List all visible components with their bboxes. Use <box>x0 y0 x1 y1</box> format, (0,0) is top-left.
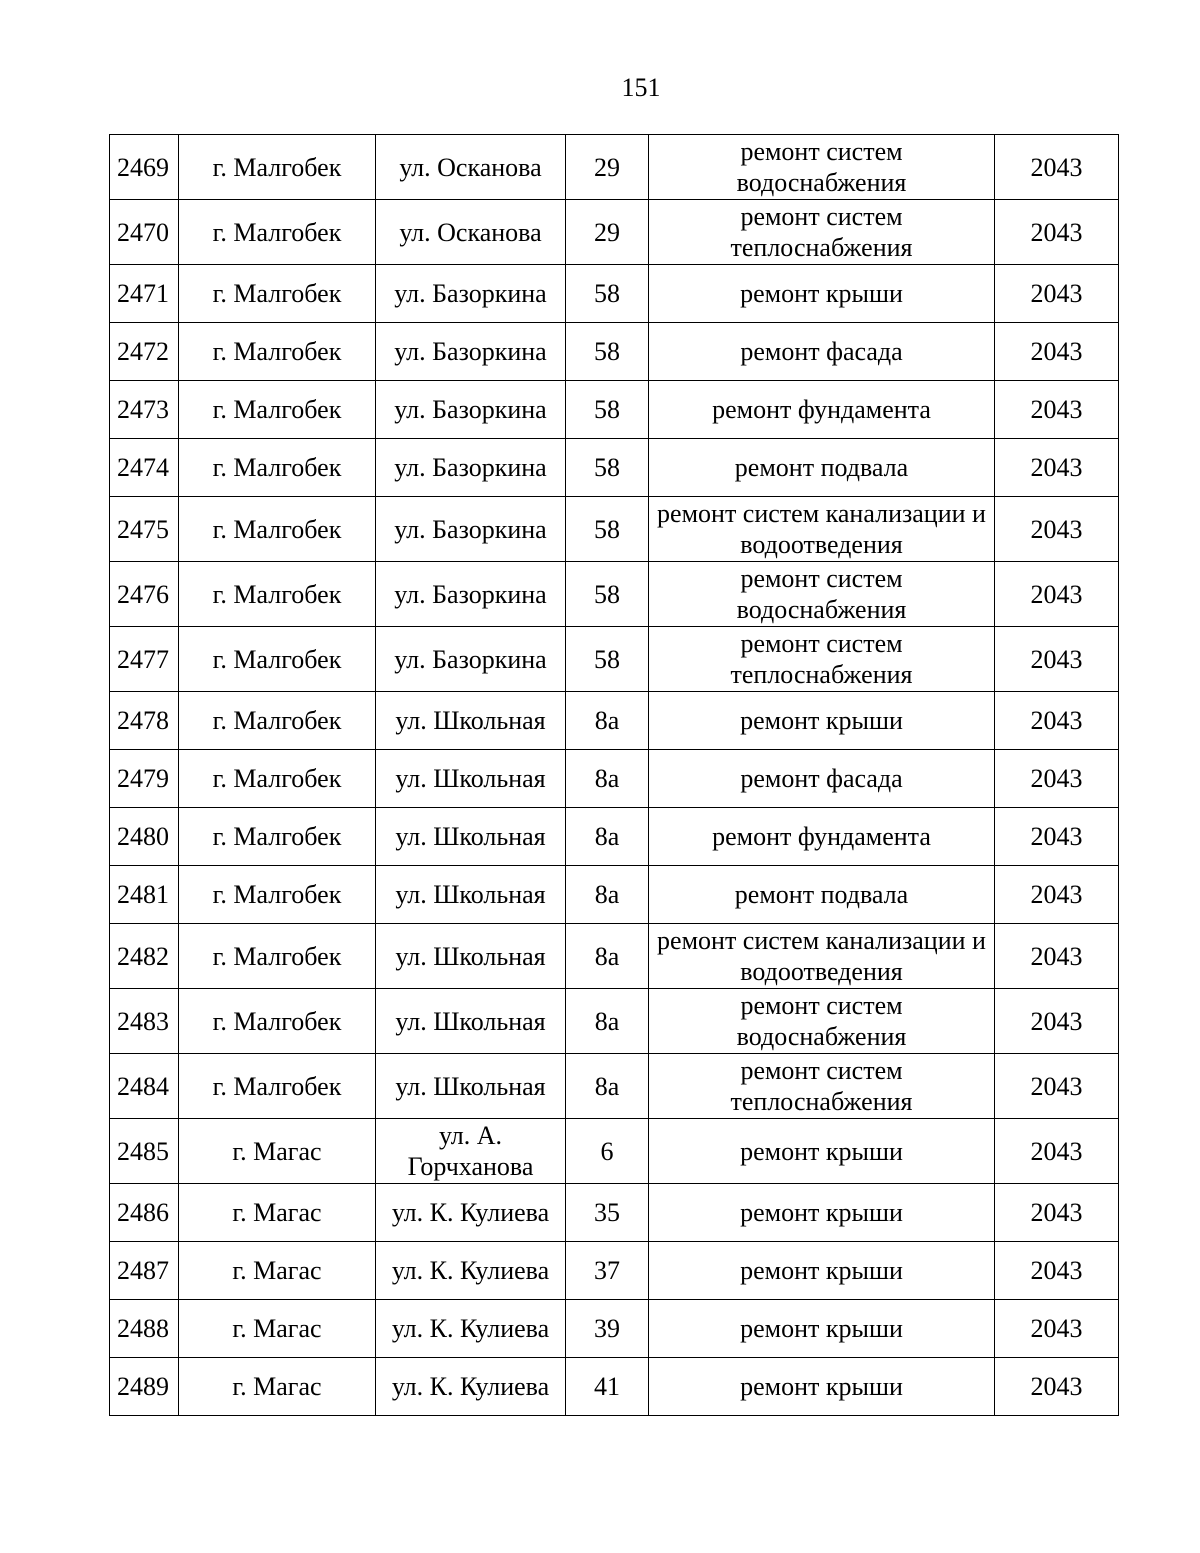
work-type-cell: ремонт систем теплоснабжения <box>649 627 995 692</box>
street-cell: ул. К. Кулиева <box>376 1300 566 1358</box>
table-row <box>110 692 1119 750</box>
table-row <box>110 1300 1119 1358</box>
house-number-cell: 37 <box>566 1242 649 1300</box>
house-number-cell: 8а <box>566 1054 649 1119</box>
table-row <box>110 1242 1119 1300</box>
table-row <box>110 866 1119 924</box>
table-row <box>110 1119 1119 1184</box>
house-number-cell: 58 <box>566 497 649 562</box>
table-row <box>110 924 1119 989</box>
work-type-cell: ремонт систем водоснабжения <box>649 562 995 627</box>
row-number-cell: 2479 <box>110 750 179 808</box>
city-cell: г. Магас <box>179 1242 376 1300</box>
work-type-cell: ремонт крыши <box>649 1358 995 1416</box>
house-number-cell: 8а <box>566 924 649 989</box>
street-cell: ул. Школьная <box>376 924 566 989</box>
street-cell: ул. Школьная <box>376 866 566 924</box>
table-row <box>110 381 1119 439</box>
row-number-cell: 2472 <box>110 323 179 381</box>
table-row <box>110 750 1119 808</box>
work-type-cell: ремонт систем водоснабжения <box>649 989 995 1054</box>
street-cell: ул. Школьная <box>376 692 566 750</box>
city-cell: г. Малгобек <box>179 323 376 381</box>
city-cell: г. Малгобек <box>179 562 376 627</box>
city-cell: г. Малгобек <box>179 1054 376 1119</box>
house-number-cell: 6 <box>566 1119 649 1184</box>
house-number-cell: 58 <box>566 562 649 627</box>
row-number-cell: 2489 <box>110 1358 179 1416</box>
table-row <box>110 323 1119 381</box>
year-cell: 2043 <box>995 1300 1119 1358</box>
table-row <box>110 1358 1119 1416</box>
row-number-cell: 2478 <box>110 692 179 750</box>
year-cell: 2043 <box>995 692 1119 750</box>
city-cell: г. Малгобек <box>179 381 376 439</box>
table-row <box>110 1054 1119 1119</box>
street-cell: ул. Школьная <box>376 1054 566 1119</box>
house-number-cell: 58 <box>566 323 649 381</box>
work-type-cell: ремонт крыши <box>649 1242 995 1300</box>
work-type-cell: ремонт систем теплоснабжения <box>649 200 995 265</box>
city-cell: г. Магас <box>179 1300 376 1358</box>
year-cell: 2043 <box>995 866 1119 924</box>
street-cell: ул. Базоркина <box>376 265 566 323</box>
row-number-cell: 2488 <box>110 1300 179 1358</box>
house-number-cell: 58 <box>566 381 649 439</box>
street-cell: ул. А. Горчханова <box>376 1119 566 1184</box>
row-number-cell: 2485 <box>110 1119 179 1184</box>
city-cell: г. Малгобек <box>179 989 376 1054</box>
city-cell: г. Магас <box>179 1119 376 1184</box>
work-type-cell: ремонт систем канализации и водоотведения <box>649 924 995 989</box>
work-type-cell: ремонт систем теплоснабжения <box>649 1054 995 1119</box>
work-type-cell: ремонт систем водоснабжения <box>649 135 995 200</box>
house-number-cell: 8а <box>566 808 649 866</box>
row-number-cell: 2471 <box>110 265 179 323</box>
year-cell: 2043 <box>995 808 1119 866</box>
year-cell: 2043 <box>995 750 1119 808</box>
street-cell: ул. Базоркина <box>376 627 566 692</box>
house-number-cell: 39 <box>566 1300 649 1358</box>
house-number-cell: 58 <box>566 439 649 497</box>
page-number: 151 <box>621 73 661 102</box>
table-row <box>110 1184 1119 1242</box>
row-number-cell: 2473 <box>110 381 179 439</box>
row-number-cell: 2476 <box>110 562 179 627</box>
street-cell: ул. К. Кулиева <box>376 1242 566 1300</box>
house-number-cell: 58 <box>566 627 649 692</box>
city-cell: г. Магас <box>179 1358 376 1416</box>
work-type-cell: ремонт крыши <box>649 692 995 750</box>
city-cell: г. Малгобек <box>179 750 376 808</box>
row-number-cell: 2480 <box>110 808 179 866</box>
row-number-cell: 2481 <box>110 866 179 924</box>
year-cell: 2043 <box>995 924 1119 989</box>
table-row <box>110 200 1119 265</box>
street-cell: ул. Базоркина <box>376 497 566 562</box>
house-number-cell: 35 <box>566 1184 649 1242</box>
year-cell: 2043 <box>995 1054 1119 1119</box>
street-cell: ул. К. Кулиева <box>376 1184 566 1242</box>
house-number-cell: 8а <box>566 989 649 1054</box>
street-cell: ул. Базоркина <box>376 381 566 439</box>
row-number-cell: 2474 <box>110 439 179 497</box>
city-cell: г. Малгобек <box>179 200 376 265</box>
work-type-cell: ремонт фасада <box>649 750 995 808</box>
house-number-cell: 8а <box>566 750 649 808</box>
work-type-cell: ремонт систем канализации и водоотведения <box>649 497 995 562</box>
street-cell: ул. Школьная <box>376 808 566 866</box>
work-type-cell: ремонт фасада <box>649 323 995 381</box>
street-cell: ул. Осканова <box>376 135 566 200</box>
year-cell: 2043 <box>995 989 1119 1054</box>
work-type-cell: ремонт крыши <box>649 1300 995 1358</box>
row-number-cell: 2477 <box>110 627 179 692</box>
city-cell: г. Малгобек <box>179 808 376 866</box>
year-cell: 2043 <box>995 439 1119 497</box>
city-cell: г. Малгобек <box>179 627 376 692</box>
table-row <box>110 627 1119 692</box>
house-number-cell: 58 <box>566 265 649 323</box>
table-row <box>110 265 1119 323</box>
street-cell: ул. Школьная <box>376 989 566 1054</box>
year-cell: 2043 <box>995 200 1119 265</box>
row-number-cell: 2475 <box>110 497 179 562</box>
row-number-cell: 2487 <box>110 1242 179 1300</box>
house-number-cell: 8а <box>566 692 649 750</box>
work-type-cell: ремонт фундамента <box>649 808 995 866</box>
year-cell: 2043 <box>995 381 1119 439</box>
year-cell: 2043 <box>995 497 1119 562</box>
street-cell: ул. Осканова <box>376 200 566 265</box>
year-cell: 2043 <box>995 1119 1119 1184</box>
street-cell: ул. Школьная <box>376 750 566 808</box>
house-number-cell: 29 <box>566 135 649 200</box>
repair-schedule-table <box>109 134 1119 1416</box>
year-cell: 2043 <box>995 562 1119 627</box>
work-type-cell: ремонт крыши <box>649 1184 995 1242</box>
table-row <box>110 135 1119 200</box>
work-type-cell: ремонт подвала <box>649 866 995 924</box>
table-row <box>110 562 1119 627</box>
city-cell: г. Малгобек <box>179 135 376 200</box>
work-type-cell: ремонт подвала <box>649 439 995 497</box>
row-number-cell: 2469 <box>110 135 179 200</box>
table-row <box>110 439 1119 497</box>
table-row <box>110 497 1119 562</box>
row-number-cell: 2470 <box>110 200 179 265</box>
year-cell: 2043 <box>995 1242 1119 1300</box>
work-type-cell: ремонт фундамента <box>649 381 995 439</box>
city-cell: г. Малгобек <box>179 692 376 750</box>
year-cell: 2043 <box>995 627 1119 692</box>
city-cell: г. Малгобек <box>179 265 376 323</box>
street-cell: ул. Базоркина <box>376 562 566 627</box>
city-cell: г. Малгобек <box>179 439 376 497</box>
work-type-cell: ремонт крыши <box>649 1119 995 1184</box>
street-cell: ул. К. Кулиева <box>376 1358 566 1416</box>
year-cell: 2043 <box>995 265 1119 323</box>
city-cell: г. Малгобек <box>179 497 376 562</box>
house-number-cell: 8а <box>566 866 649 924</box>
year-cell: 2043 <box>995 1184 1119 1242</box>
street-cell: ул. Базоркина <box>376 439 566 497</box>
work-type-cell: ремонт крыши <box>649 265 995 323</box>
row-number-cell: 2483 <box>110 989 179 1054</box>
street-cell: ул. Базоркина <box>376 323 566 381</box>
house-number-cell: 29 <box>566 200 649 265</box>
row-number-cell: 2482 <box>110 924 179 989</box>
year-cell: 2043 <box>995 135 1119 200</box>
table-body <box>110 135 1119 1416</box>
city-cell: г. Малгобек <box>179 924 376 989</box>
city-cell: г. Малгобек <box>179 866 376 924</box>
year-cell: 2043 <box>995 323 1119 381</box>
table-row <box>110 808 1119 866</box>
row-number-cell: 2484 <box>110 1054 179 1119</box>
city-cell: г. Магас <box>179 1184 376 1242</box>
year-cell: 2043 <box>995 1358 1119 1416</box>
row-number-cell: 2486 <box>110 1184 179 1242</box>
table-row <box>110 989 1119 1054</box>
house-number-cell: 41 <box>566 1358 649 1416</box>
